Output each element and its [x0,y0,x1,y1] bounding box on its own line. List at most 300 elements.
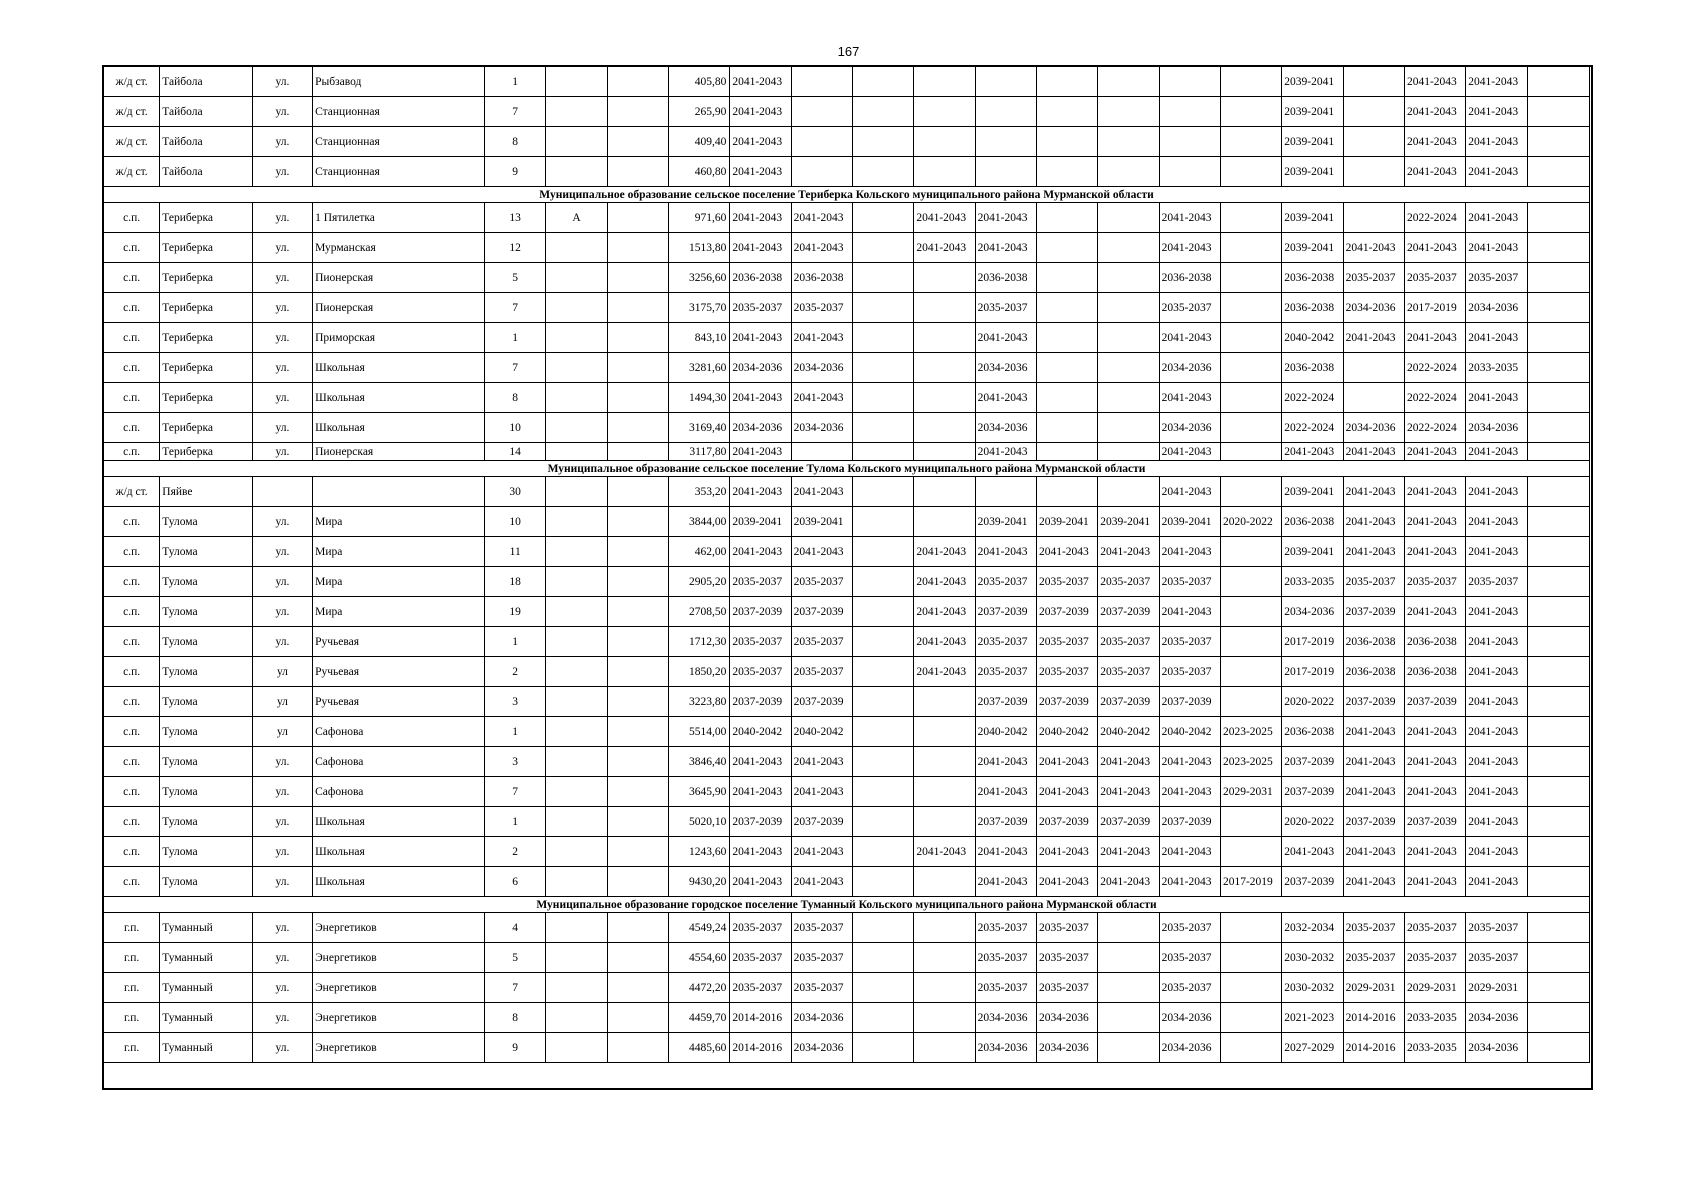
repair-period-cell: 2039-2041 [1282,67,1343,97]
repair-period-cell: 2036-2038 [730,263,791,293]
street-name-cell: Мира [313,537,485,567]
repair-period-cell [1527,477,1589,507]
repair-period-cell: 2034-2036 [791,353,852,383]
repair-period-cell: 2033-2035 [1282,567,1343,597]
repair-period-cell: 2036-2038 [1282,717,1343,747]
repair-period-cell [1527,127,1589,157]
repair-period-cell: 2039-2041 [1159,507,1220,537]
repair-period-cell: 2041-2043 [1404,537,1465,567]
repair-period-cell: 2022-2024 [1404,383,1465,413]
total-area-cell: 3117,80 [669,443,730,461]
building-cell [607,507,668,537]
repair-period-cell: 2037-2039 [1036,687,1097,717]
house-number-cell: 10 [485,413,546,443]
repair-period-cell: 2041-2043 [1466,867,1527,897]
repair-period-cell [1527,807,1589,837]
repair-period-cell [852,627,913,657]
street-name-cell: Школьная [313,353,485,383]
repair-period-cell: 2035-2037 [975,293,1036,323]
settlement-type-cell: с.п. [104,687,160,717]
repair-period-cell: 2041-2043 [1466,203,1527,233]
repair-period-cell: 2035-2037 [1098,657,1159,687]
repair-period-cell: 2041-2043 [1466,157,1527,187]
house-letter-cell [546,507,607,537]
repair-period-cell: 2041-2043 [975,203,1036,233]
building-cell [607,597,668,627]
settlement-name-cell: Тулома [160,717,252,747]
building-cell [607,323,668,353]
repair-period-cell: 2035-2037 [1159,627,1220,657]
repair-period-cell [1527,867,1589,897]
settlement-type-cell: г.п. [104,973,160,1003]
repair-period-cell: 2034-2036 [1159,1003,1220,1033]
repair-period-cell [1527,413,1589,443]
repair-period-cell: 2034-2036 [1159,413,1220,443]
table-row [104,717,1590,747]
table-row [104,97,1590,127]
table-row [104,477,1590,507]
table-row [104,1003,1590,1033]
house-number-cell: 9 [485,1033,546,1063]
house-letter-cell [546,657,607,687]
repair-period-cell: 2041-2043 [1466,597,1527,627]
repair-period-cell: 2029-2031 [1404,973,1465,1003]
settlement-type-cell: с.п. [104,777,160,807]
repair-period-cell: 2041-2043 [1282,837,1343,867]
settlement-type-cell: с.п. [104,567,160,597]
building-cell [607,477,668,507]
repair-period-cell [1527,627,1589,657]
street-type-cell: ул. [252,127,312,157]
street-name-cell: Рыбзавод [313,67,485,97]
repair-period-cell: 2034-2036 [975,1003,1036,1033]
settlement-name-cell: Териберка [160,233,252,263]
house-number-cell: 1 [485,67,546,97]
repair-period-cell: 2041-2043 [914,627,975,657]
house-letter-cell [546,1033,607,1063]
house-letter-cell [546,323,607,353]
repair-period-cell: 2041-2043 [730,97,791,127]
building-cell [607,383,668,413]
settlement-name-cell: Териберка [160,263,252,293]
settlement-type-cell: ж/д ст. [104,157,160,187]
settlement-type-cell: с.п. [104,413,160,443]
house-letter-cell [546,127,607,157]
repair-period-cell [1220,157,1281,187]
repair-period-cell: 2035-2037 [1404,943,1465,973]
street-name-cell: Пионерская [313,263,485,293]
house-number-cell: 12 [485,233,546,263]
repair-period-cell: 2041-2043 [1466,67,1527,97]
repair-period-cell: 2041-2043 [1343,507,1404,537]
repair-period-cell: 2035-2037 [791,943,852,973]
table-row [104,567,1590,597]
repair-period-cell: 2034-2036 [730,413,791,443]
repair-period-cell: 2034-2036 [1282,597,1343,627]
repair-period-cell: 2037-2039 [1282,867,1343,897]
repair-period-cell: 2041-2043 [1466,747,1527,777]
repair-period-cell [852,383,913,413]
repair-period-cell [1098,353,1159,383]
repair-period-cell [791,97,852,127]
house-number-cell: 14 [485,443,546,461]
repair-period-cell [1527,1003,1589,1033]
repair-period-cell [1220,1003,1281,1033]
repair-period-cell: 2041-2043 [730,323,791,353]
repair-period-cell: 2014-2016 [730,1033,791,1063]
repair-period-cell: 2041-2043 [1466,97,1527,127]
repair-period-cell: 2040-2042 [791,717,852,747]
total-area-cell: 3281,60 [669,353,730,383]
street-name-cell: Пионерская [313,293,485,323]
settlement-type-cell: ж/д ст. [104,67,160,97]
street-type-cell: ул. [252,597,312,627]
repair-period-cell [1098,383,1159,413]
street-type-cell: ул. [252,443,312,461]
repair-period-cell: 2017-2019 [1220,867,1281,897]
repair-period-cell: 2034-2036 [791,1003,852,1033]
repair-period-cell [1036,353,1097,383]
settlement-type-cell: с.п. [104,657,160,687]
repair-period-cell: 2037-2039 [1343,687,1404,717]
table-row [104,867,1590,897]
repair-period-cell: 2035-2037 [1036,627,1097,657]
repair-period-cell [914,263,975,293]
repair-period-cell: 2041-2043 [914,203,975,233]
house-number-cell: 3 [485,687,546,717]
settlement-type-cell: с.п. [104,747,160,777]
section-title: Муниципальное образование сельское поселение Териберка Кольского муниципального района Мурманской области [104,187,1590,203]
repair-period-cell [1527,913,1589,943]
house-letter-cell [546,413,607,443]
repair-period-cell: 2041-2043 [1404,867,1465,897]
repair-period-cell: 2041-2043 [1159,477,1220,507]
repair-period-cell [1036,67,1097,97]
settlement-name-cell: Тулома [160,597,252,627]
repair-period-cell: 2022-2024 [1404,353,1465,383]
repair-period-cell [914,477,975,507]
table-row [104,157,1590,187]
repair-period-cell: 2035-2037 [1466,913,1527,943]
repair-period-cell: 2041-2043 [1466,687,1527,717]
repair-period-cell [1220,943,1281,973]
building-cell [607,687,668,717]
street-name-cell: Мира [313,567,485,597]
repair-period-cell [1220,837,1281,867]
repair-period-cell [852,717,913,747]
section-header-row [104,187,1590,203]
repair-period-cell: 2041-2043 [1159,203,1220,233]
house-letter-cell [546,913,607,943]
repair-period-cell [852,567,913,597]
house-letter-cell [546,157,607,187]
repair-period-cell [1527,263,1589,293]
house-letter-cell [546,353,607,383]
repair-period-cell: 2037-2039 [791,597,852,627]
repair-period-cell [852,913,913,943]
page-number: 167 [837,44,860,59]
total-area-cell: 4549,24 [669,913,730,943]
repair-period-cell: 2041-2043 [914,657,975,687]
repair-period-cell: 2034-2036 [1159,353,1220,383]
repair-period-cell [852,67,913,97]
repair-period-cell [1220,203,1281,233]
repair-period-cell: 2035-2037 [791,913,852,943]
repair-period-cell: 2037-2039 [1098,687,1159,717]
repair-period-cell [852,687,913,717]
repair-period-cell: 2041-2043 [1466,507,1527,537]
repair-period-cell: 2039-2041 [1098,507,1159,537]
street-name-cell: Школьная [313,867,485,897]
repair-period-cell: 2030-2032 [1282,973,1343,1003]
repair-period-cell: 2029-2031 [1466,973,1527,1003]
repair-period-cell: 2035-2037 [1404,913,1465,943]
street-type-cell: ул. [252,507,312,537]
repair-period-cell [914,157,975,187]
repair-period-cell: 2041-2043 [1343,837,1404,867]
building-cell [607,97,668,127]
repair-period-cell [1220,353,1281,383]
settlement-type-cell: с.п. [104,597,160,627]
repair-period-cell: 2035-2037 [1036,657,1097,687]
repair-period-cell: 2039-2041 [1282,537,1343,567]
repair-period-cell [914,747,975,777]
house-number-cell: 7 [485,353,546,383]
repair-period-cell [852,867,913,897]
building-cell [607,413,668,443]
repair-period-cell: 2041-2043 [791,477,852,507]
repair-period-cell: 2037-2039 [1282,747,1343,777]
repair-period-cell: 2041-2043 [1159,443,1220,461]
street-type-cell: ул. [252,777,312,807]
repair-period-cell: 2035-2037 [1159,913,1220,943]
repair-period-cell: 2041-2043 [1466,837,1527,867]
repair-period-cell: 2030-2032 [1282,943,1343,973]
repair-period-cell: 2041-2043 [1036,777,1097,807]
table-row [104,323,1590,353]
repair-period-cell: 2039-2041 [1282,97,1343,127]
house-letter-cell [546,477,607,507]
repair-period-cell: 2037-2039 [975,807,1036,837]
repair-period-cell: 2035-2037 [730,293,791,323]
section-title: Муниципальное образование городское поселение Туманный Кольского муниципального района Мурманской области [104,897,1590,913]
repair-period-cell: 2041-2043 [1404,747,1465,777]
repair-period-cell [1527,157,1589,187]
settlement-name-cell: Туманный [160,943,252,973]
settlement-name-cell: Тулома [160,537,252,567]
repair-period-cell: 2037-2039 [1404,687,1465,717]
street-name-cell: Сафонова [313,717,485,747]
repair-period-cell [852,837,913,867]
building-cell [607,807,668,837]
table-row [104,807,1590,837]
total-area-cell: 3645,90 [669,777,730,807]
settlement-type-cell: с.п. [104,203,160,233]
repair-period-cell: 2041-2043 [1466,443,1527,461]
repair-period-cell: 2022-2024 [1404,413,1465,443]
repair-period-cell: 2035-2037 [730,973,791,1003]
repair-period-cell: 2041-2043 [791,867,852,897]
repair-period-cell [1527,97,1589,127]
street-name-cell: 1 Пятилетка [313,203,485,233]
table-row [104,507,1590,537]
repair-period-cell: 2041-2043 [1159,747,1220,777]
repair-period-cell: 2036-2038 [975,263,1036,293]
repair-period-cell [1343,157,1404,187]
house-number-cell: 7 [485,973,546,1003]
repair-period-cell [1527,293,1589,323]
house-number-cell: 8 [485,127,546,157]
repair-period-cell [1159,157,1220,187]
repair-period-cell: 2034-2036 [1466,1003,1527,1033]
settlement-name-cell: Териберка [160,353,252,383]
house-number-cell: 10 [485,507,546,537]
repair-period-cell: 2041-2043 [1098,837,1159,867]
repair-period-cell [1527,323,1589,353]
building-cell [607,537,668,567]
repair-period-cell: 2037-2039 [730,597,791,627]
repair-period-cell: 2035-2037 [975,943,1036,973]
table-row [104,837,1590,867]
building-cell [607,943,668,973]
settlement-type-cell: с.п. [104,263,160,293]
repair-period-cell: 2041-2043 [730,477,791,507]
street-type-cell: ул [252,717,312,747]
total-area-cell: 1513,80 [669,233,730,263]
street-name-cell: Станционная [313,127,485,157]
repair-period-cell: 2020-2022 [1282,687,1343,717]
repair-period-cell: 2034-2036 [791,1033,852,1063]
house-number-cell: 9 [485,157,546,187]
repair-period-cell [914,383,975,413]
repair-period-cell [852,477,913,507]
repair-period-cell: 2029-2031 [1343,973,1404,1003]
repair-period-cell: 2041-2043 [1404,597,1465,627]
settlement-type-cell: с.п. [104,293,160,323]
repair-period-cell: 2027-2029 [1282,1033,1343,1063]
total-area-cell: 1712,30 [669,627,730,657]
house-letter-cell [546,807,607,837]
repair-period-cell: 2041-2043 [791,383,852,413]
repair-period-cell: 2034-2036 [1466,413,1527,443]
repair-period-cell: 2041-2043 [1404,157,1465,187]
repair-period-cell: 2035-2037 [1343,943,1404,973]
repair-period-cell [852,97,913,127]
total-area-cell: 265,90 [669,97,730,127]
repair-period-cell [1220,477,1281,507]
repair-period-cell: 2040-2042 [730,717,791,747]
repair-period-cell: 2041-2043 [1466,323,1527,353]
repair-period-cell: 2037-2039 [1036,807,1097,837]
repair-period-cell [1036,97,1097,127]
table-row [104,597,1590,627]
house-number-cell: 30 [485,477,546,507]
repair-period-cell: 2039-2041 [1282,157,1343,187]
repair-period-cell: 2034-2036 [1159,1033,1220,1063]
repair-period-cell [1159,127,1220,157]
repair-period-cell: 2041-2043 [1404,443,1465,461]
house-number-cell: 8 [485,383,546,413]
repair-period-cell: 2017-2019 [1404,293,1465,323]
building-cell [607,567,668,597]
repair-period-cell [914,353,975,383]
repair-period-cell: 2041-2043 [730,233,791,263]
settlement-name-cell: Териберка [160,383,252,413]
repair-period-cell: 2039-2041 [1282,203,1343,233]
repair-period-cell: 2041-2043 [730,777,791,807]
street-name-cell: Ручьевая [313,687,485,717]
repair-period-cell [1220,807,1281,837]
street-type-cell: ул. [252,157,312,187]
repair-period-cell [1220,97,1281,127]
repair-period-cell: 2036-2038 [1343,657,1404,687]
repair-period-cell: 2041-2043 [1343,477,1404,507]
repair-period-cell: 2041-2043 [1159,537,1220,567]
street-type-cell: ул. [252,233,312,263]
street-type-cell: ул. [252,567,312,597]
repair-period-cell: 2033-2035 [1466,353,1527,383]
building-cell [607,127,668,157]
repair-period-cell [1220,913,1281,943]
repair-period-cell: 2034-2036 [975,1033,1036,1063]
repair-period-cell [1159,67,1220,97]
street-type-cell: ул. [252,67,312,97]
total-area-cell: 460,80 [669,157,730,187]
repair-period-cell: 2039-2041 [730,507,791,537]
repair-period-cell: 2041-2043 [1343,443,1404,461]
house-number-cell: 5 [485,943,546,973]
repair-period-cell [1098,973,1159,1003]
repair-period-cell: 2036-2038 [791,263,852,293]
repair-period-cell [852,127,913,157]
repair-period-cell [1343,203,1404,233]
repair-period-cell: 2036-2038 [1282,293,1343,323]
repair-period-cell: 2041-2043 [1159,837,1220,867]
repair-period-cell: 2035-2037 [1159,567,1220,597]
repair-period-cell [975,97,1036,127]
house-number-cell: 1 [485,323,546,353]
repair-period-cell [1036,477,1097,507]
repair-period-cell: 2041-2043 [791,203,852,233]
repair-period-cell [1527,747,1589,777]
house-letter-cell [546,443,607,461]
repair-period-cell: 2041-2043 [730,67,791,97]
repair-period-cell [852,353,913,383]
repair-period-cell: 2041-2043 [1098,867,1159,897]
repair-period-cell: 2032-2034 [1282,913,1343,943]
street-name-cell: Школьная [313,807,485,837]
house-number-cell: 19 [485,597,546,627]
repair-period-cell: 2037-2039 [1282,777,1343,807]
repair-period-cell [1527,597,1589,627]
repair-period-cell: 2035-2037 [791,293,852,323]
repair-period-cell: 2039-2041 [1036,507,1097,537]
repair-period-cell [914,1003,975,1033]
repair-period-cell [852,443,913,461]
repair-period-cell: 2035-2037 [975,913,1036,943]
total-area-cell: 5020,10 [669,807,730,837]
repair-period-cell [791,67,852,97]
table-row [104,293,1590,323]
settlement-name-cell: Тайбола [160,67,252,97]
repair-period-cell: 2036-2038 [1282,353,1343,383]
repair-period-cell [1527,233,1589,263]
settlement-type-cell: с.п. [104,717,160,747]
total-area-cell: 353,20 [669,477,730,507]
street-type-cell: ул. [252,807,312,837]
repair-period-cell: 2041-2043 [975,747,1036,777]
repair-period-cell: 2035-2037 [791,657,852,687]
